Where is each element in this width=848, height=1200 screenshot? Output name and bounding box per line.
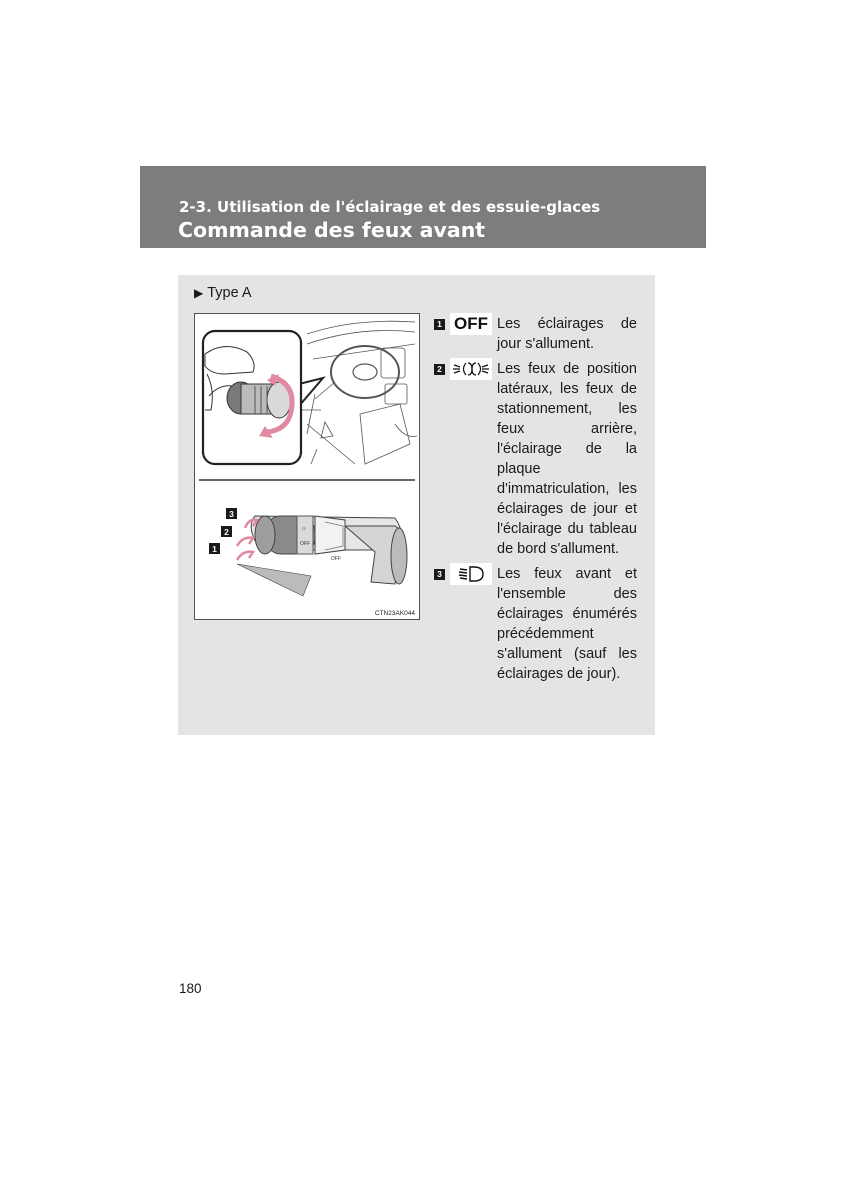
item-number: 2 bbox=[434, 364, 445, 375]
item-number: 1 bbox=[434, 319, 445, 330]
figure-code: CTN23AK044 bbox=[374, 610, 415, 617]
hand-knob-inset bbox=[203, 331, 301, 464]
callout-pointer bbox=[299, 378, 323, 406]
page-number: 180 bbox=[179, 981, 202, 996]
callout-1: 1 bbox=[212, 544, 217, 554]
lever-illustration bbox=[237, 516, 407, 596]
callout-3: 3 bbox=[229, 509, 234, 519]
section-title: 2-3. Utilisation de l'éclairage et des essuie-glaces bbox=[179, 198, 601, 216]
section-header bbox=[140, 166, 706, 248]
switch-illustration bbox=[195, 314, 419, 619]
item-text: Les éclairages de jour s'allument. bbox=[497, 316, 637, 352]
dashboard-illustration bbox=[299, 321, 417, 464]
type-label: ▶ Type A bbox=[194, 285, 252, 301]
off-text-icon: OFF bbox=[450, 313, 492, 335]
triangle-icon: ▶ bbox=[194, 286, 204, 300]
item-text: Les feux avant et l'ensemble des éclairages énumérés précédemment s'allument (sauf les éclairages de jour). bbox=[497, 566, 637, 682]
lever-off-label: OFF bbox=[300, 541, 310, 547]
item-text: Les feux de position latéraux, les feux de stationnement, les feux arrière, l'éclairage de la plaque d'immatriculation, les éclairages de jour et l'éclairage du tableau de bord s'allument. bbox=[497, 361, 637, 557]
side-lights-icon bbox=[450, 358, 492, 380]
lever-sun-mark: ☼ bbox=[301, 526, 307, 532]
headlight-icon bbox=[450, 563, 492, 585]
switch-position-list bbox=[432, 312, 637, 687]
headlight-switch-figure bbox=[194, 313, 420, 620]
list-item bbox=[432, 312, 637, 354]
page-title: Commande des feux avant bbox=[178, 218, 486, 242]
figure-callouts bbox=[209, 508, 237, 554]
list-item bbox=[432, 357, 637, 559]
list-item bbox=[432, 562, 637, 684]
lever-off-label-2: OFF bbox=[331, 556, 341, 562]
callout-2: 2 bbox=[224, 527, 229, 537]
content-panel bbox=[178, 275, 655, 735]
item-number: 3 bbox=[434, 569, 445, 580]
